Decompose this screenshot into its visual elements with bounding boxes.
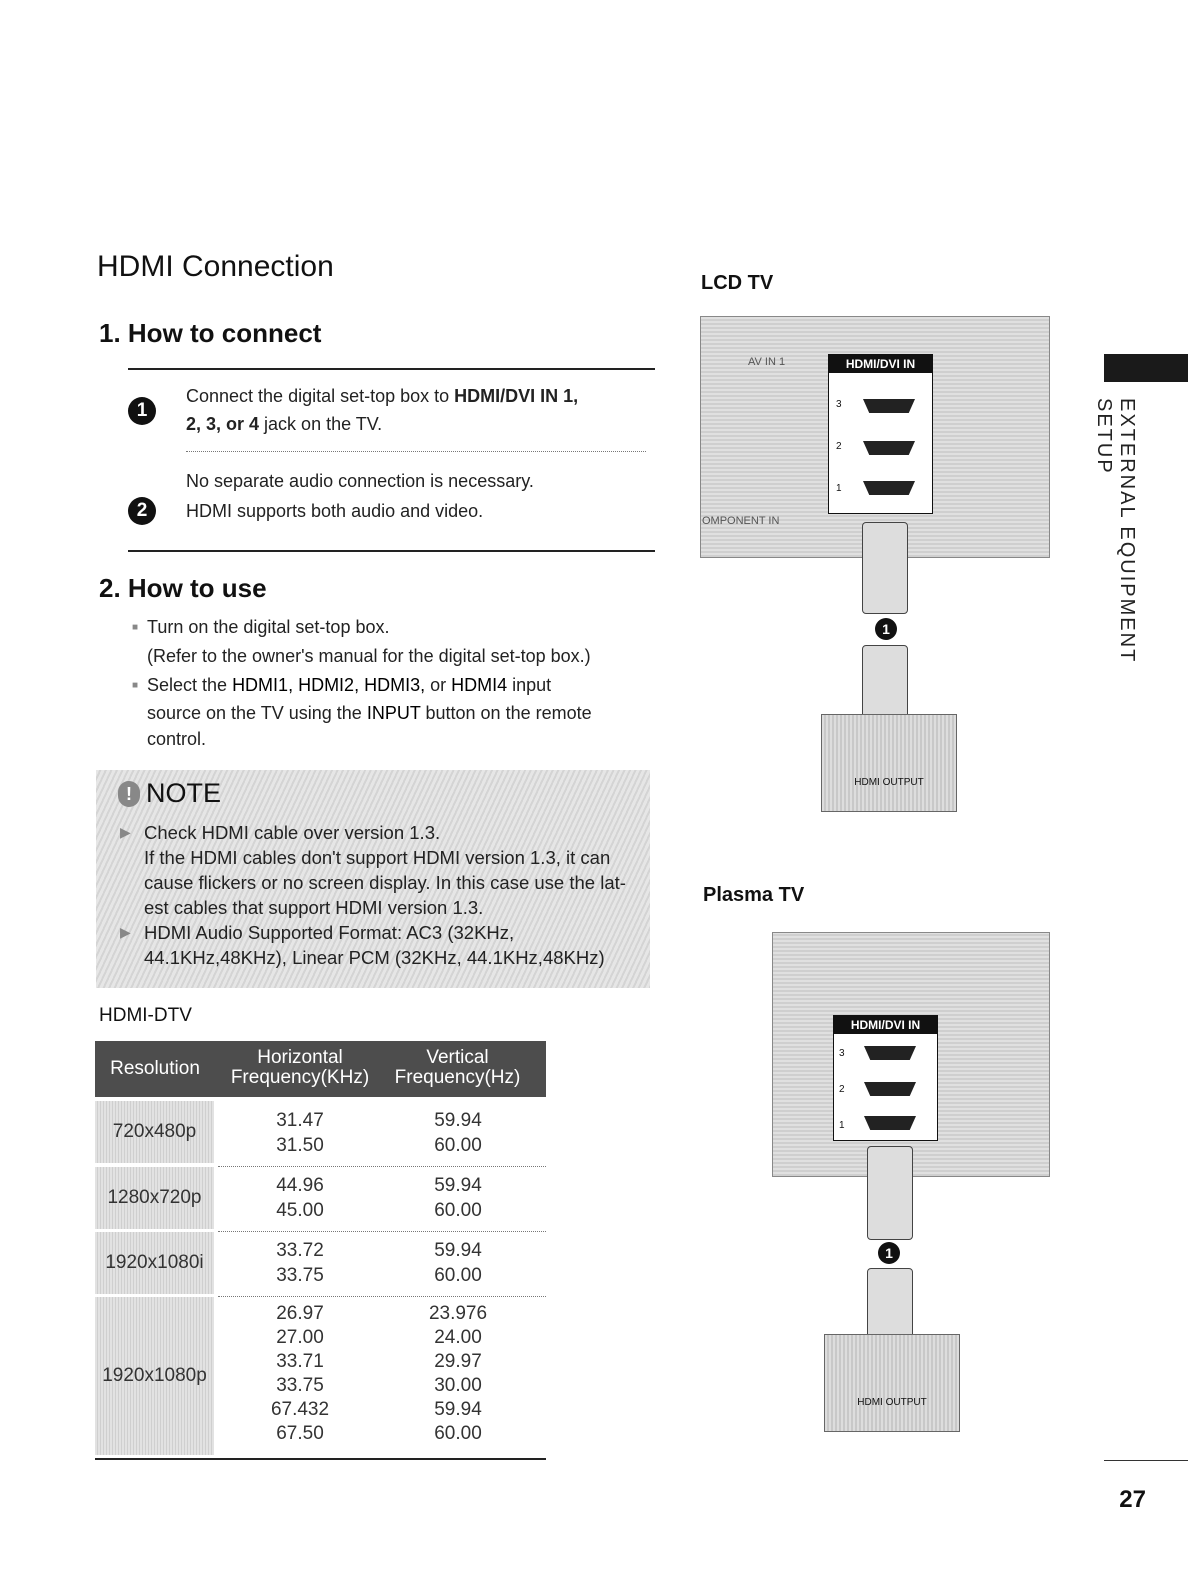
hdmi-port-1 [864,1116,916,1130]
table-cell: 59.94 [434,1110,482,1131]
note-text [118,820,638,970]
hdmi-port-3 [864,1046,916,1060]
table-cell: 59.94 [434,1175,482,1196]
table-cell: 60.00 [434,1423,482,1444]
list-item: ■ Select the HDMI1, HDMI2, HDMI3, or HDMI4 input [147,671,647,700]
plasma-tv-title: Plasma TV [703,884,805,906]
callout-number: 1 [878,1242,900,1264]
port-number: 2 [839,1084,845,1095]
page-number-rule [1104,1460,1188,1461]
hdmi-port-panel [833,1015,938,1141]
table-cell: 33.72 [276,1240,324,1261]
page-number: 27 [1119,1486,1146,1513]
table-label: HDMI-DTV [99,1005,192,1026]
set-top-box-output [821,714,957,812]
arrow-icon: ▶ [120,924,131,940]
table-cell: 67.432 [270,1399,330,1420]
av-in-label: AV IN 1 [748,356,786,368]
column-header-horizontal: Horizontal Frequency(KHz) [230,1047,370,1088]
port-number: 2 [836,441,842,452]
note-item: ▶ HDMI Audio Supported Format: AC3 (32KHz, 44.1KHz,48KHz), Linear PCM (32KHz, 44.1KHz,48KHz) [120,922,605,968]
table-cell: 31.47 [276,1110,324,1131]
port-number: 1 [839,1120,845,1131]
table-cell: 31.50 [276,1135,324,1156]
table-cell: 60.00 [434,1135,482,1156]
table-cell: 33.71 [276,1351,324,1372]
table-cell: 44.96 [276,1175,324,1196]
section-side-label: EXTERNAL EQUIPMENT SETUP [1093,398,1138,663]
column-header-resolution: Resolution [110,1058,200,1079]
hdmi-port-2 [863,441,915,455]
arrow-icon: ▶ [120,824,131,840]
section-tab-marker [1104,354,1188,382]
step-1-text: Connect the digital set-top box to HDMI/DVI IN 1, 2, 3, or 4 jack on the TV. [186,386,579,434]
callout-number: 1 [875,618,897,640]
resolution-cell: 720x480p [95,1101,214,1163]
resolution-cell: 1280x720p [95,1167,214,1229]
step-number-1: 1 [128,397,156,425]
step-2-text: No separate audio connection is necessary. HDMI supports both audio and video. [186,471,534,521]
hdmi-output-label: HDMI OUTPUT [857,1397,927,1408]
hdmi-port-2 [864,1082,916,1096]
hdmi-port-3 [863,399,915,413]
exclamation-icon: ! [118,781,140,807]
table-cell: 27.00 [276,1327,324,1348]
table-cell: 24.00 [434,1327,482,1348]
table-cell: 26.97 [276,1303,324,1324]
table-cell: 33.75 [276,1265,324,1286]
dotted-divider [186,451,646,452]
table-cell: 45.00 [276,1200,324,1221]
table-cell: 59.94 [434,1399,482,1420]
hdmi-cable-plug-top [862,522,908,614]
row-divider [218,1231,546,1232]
table-cell: 30.00 [434,1375,482,1396]
divider [128,368,655,370]
port-number: 1 [836,483,842,494]
port-number: 3 [836,399,842,410]
table-cell: 60.00 [434,1200,482,1221]
table-cell: 59.94 [434,1240,482,1261]
table-cell: 60.00 [434,1265,482,1286]
note-title: ! NOTE [118,778,221,809]
note-item: ▶ Check HDMI cable over version 1.3. If the HDMI cables don't support HDMI version 1.3, it can cause flickers or no screen display. In this case use the lat- est cables that support HDMI version 1.3. [120,822,626,918]
page-title: HDMI Connection [97,250,334,283]
section-heading-connect: 1. How to connect [99,318,322,348]
lcd-tv-title: LCD TV [701,272,774,294]
hdmi-cable-plug-top [867,1146,913,1240]
port-number: 3 [839,1048,845,1059]
hdmi-port-1 [863,481,915,495]
table-header [95,1041,546,1097]
hdmi-output-label: HDMI OUTPUT [854,777,924,788]
column-header-vertical: Vertical Frequency(Hz) [394,1047,521,1088]
divider [128,550,655,552]
row-divider [218,1296,546,1297]
table-cell: 67.50 [276,1423,324,1444]
resolution-cell: 1920x1080p [95,1297,214,1455]
component-in-label: OMPONENT IN [702,515,780,527]
list-item: ■ Turn on the digital set-top box. [147,613,647,642]
table-cell: 23.976 [428,1303,488,1324]
resolution-cell: 1920x1080i [95,1232,214,1294]
step-number-2: 2 [128,497,156,525]
section-heading-use: 2. How to use [99,573,267,603]
hdmi-port-panel [828,354,933,514]
hdmi-dvi-in-label: HDMI/DVI IN [834,1016,937,1034]
hdmi-dvi-in-label: HDMI/DVI IN [829,355,932,373]
how-to-use-list: ■ Turn on the digital set-top box. (Refer to the owner's manual for the digital set-top box.) ■ Select the HDMI1, HDMI2, HDMI3, or HDMI4 input source on the TV using the INPUT button on the remote control. [147,613,647,752]
table-bottom-rule [95,1458,546,1460]
table-cell: 33.75 [276,1375,324,1396]
row-divider [218,1166,546,1167]
table-cell: 29.97 [434,1351,482,1372]
set-top-box-output [824,1334,960,1432]
